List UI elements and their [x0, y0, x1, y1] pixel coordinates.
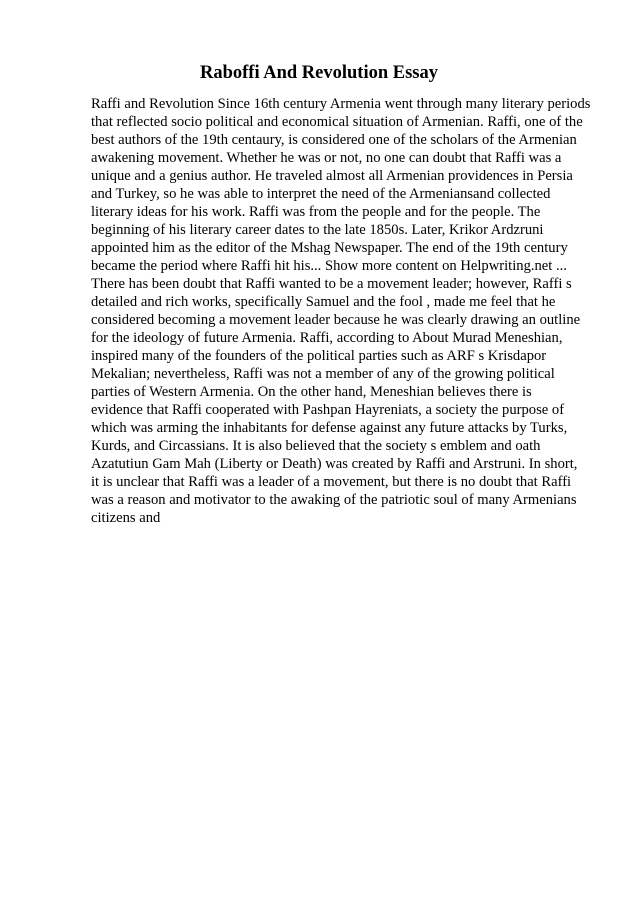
essay-line: considered becoming a movement leader because he was clearly drawing an outline: [91, 312, 581, 328]
essay-line: which was arming the inhabitants for defense against any future attacks by Turks,: [91, 420, 568, 436]
essay-line: citizens and: [91, 510, 161, 526]
essay-line: There has been doubt that Raffi wanted to be a movement leader; however, Raffi s: [91, 276, 572, 292]
essay-line: evidence that Raffi cooperated with Pashpan Hayreniats, a society the purpose of: [91, 402, 565, 418]
essay-line: for the ideology of future Armenia. Raffi, according to About Murad Meneshian,: [91, 330, 563, 346]
essay-line: awakening movement. Whether he was or not, no one can doubt that Raffi was a: [91, 150, 562, 166]
essay-line: Mekalian; nevertheless, Raffi was not a member of any of the growing political: [91, 366, 555, 382]
essay-line: Azatutiun Gam Mah (Liberty or Death) was created by Raffi and Arstruni. In short,: [91, 456, 578, 472]
essay-line: it is unclear that Raffi was a leader of a movement, but there is no doubt that Raffi: [91, 474, 572, 490]
essay-line: was a reason and motivator to the awaking of the patriotic soul of many Armenians: [91, 492, 577, 508]
essay-line: became the period where Raffi hit his... Show more content on Helpwriting.net ...: [91, 258, 567, 274]
essay-line: detailed and rich works, specifically Samuel and the fool , made me feel that he: [91, 294, 556, 310]
essay-line: best authors of the 19th centaury, is considered one of the scholars of the Armenian: [91, 132, 577, 148]
essay-line: literary ideas for his work. Raffi was from the people and for the people. The: [91, 204, 541, 220]
essay-body: [91, 95, 601, 527]
essay-line: beginning of his literary career dates to the late 1850s. Later, Krikor Ardzruni: [91, 222, 544, 238]
essay-line: that reflected socio political and economical situation of Armenian. Raffi, one of the: [91, 114, 583, 130]
essay-line: unique and a genius author. He traveled almost all Armenian providences in Persia: [91, 168, 573, 184]
essay-line: Raffi and Revolution Since 16th century Armenia went through many literary periods: [91, 96, 591, 112]
essay-line: parties of Western Armenia. On the other hand, Meneshian believes there is: [91, 384, 532, 400]
document-title: Raboffi And Revolution Essay: [200, 63, 438, 83]
essay-line: appointed him as the editor of the Mshag Newspaper. The end of the 19th century: [91, 240, 568, 256]
essay-line: inspired many of the founders of the political parties such as ARF s Krisdapor: [91, 348, 547, 364]
essay-line: and Turkey, so he was able to interpret the need of the Armeniansand collected: [91, 186, 551, 202]
essay-line: Kurds, and Circassians. It is also believed that the society s emblem and oath: [91, 438, 541, 454]
